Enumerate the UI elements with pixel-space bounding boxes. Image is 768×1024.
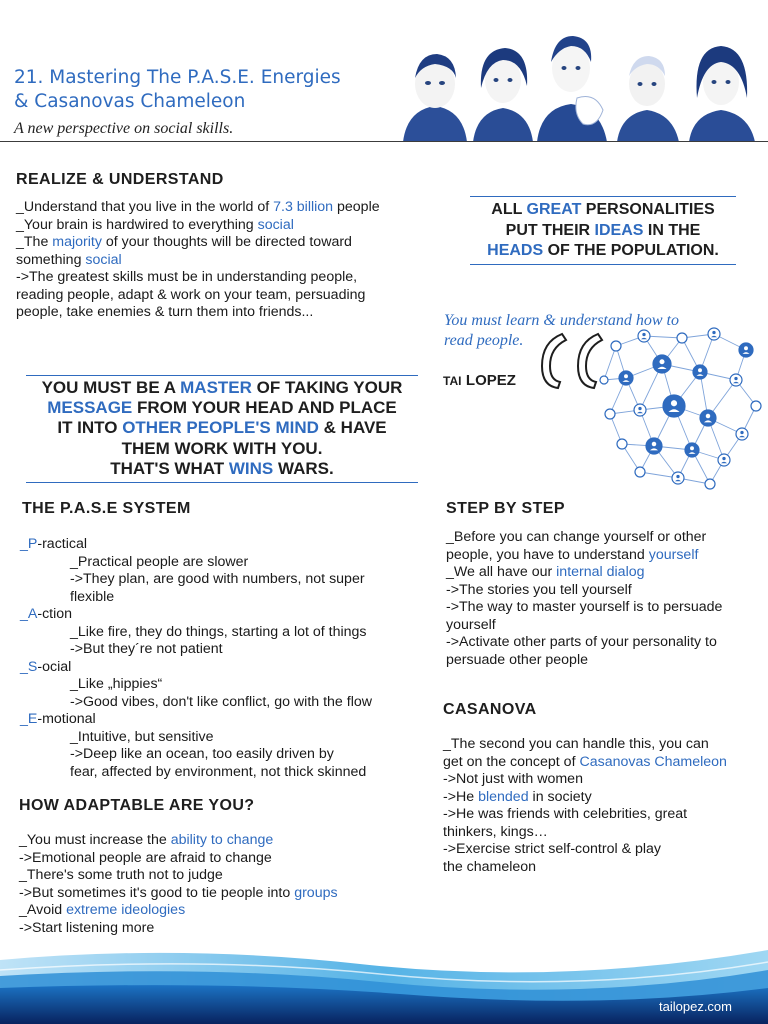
network-person-icon bbox=[677, 333, 687, 343]
title-line-1: 21. Mastering The P.A.S.E. Energies bbox=[14, 67, 341, 88]
great-quote-top-rule bbox=[470, 196, 736, 197]
network-person-icon bbox=[700, 410, 716, 426]
network-person-icon bbox=[751, 401, 761, 411]
master-quote-top-rule bbox=[26, 375, 418, 376]
page-title bbox=[14, 66, 394, 114]
pase-body: _P-ractical _Practical people are slower ->They plan, are good with numbers, not super flexible _A-ction _Like fire, they do things, starting a lot of things ->But they´re not patient _S-ocial _Like „hippies“ ->Good vibes, don't like conflict, go with the flow _E-motional _Intuitive, but sensitive ->Deep like an ocean, too easily driven by fear, affected by environment, not thick skinned bbox=[20, 536, 372, 780]
network-person-icon bbox=[653, 355, 671, 373]
network-person-icon bbox=[635, 467, 645, 477]
network-person-icon bbox=[634, 404, 646, 416]
network-person-icon bbox=[617, 439, 627, 449]
casanova-body: _The second you can handle this, you can get on the concept of Casanovas Chameleon ->Not just with women ->He blended in society ->He was friends with celebrities, great thinkers, kings… ->Exercise strict self-control & play the chameleon bbox=[443, 736, 727, 875]
network-person-icon bbox=[672, 472, 684, 484]
master-quote: YOU MUST BE A MASTER OF TAKING YOUR MESSAGE FROM YOUR HEAD AND PLACE IT INTO OTHER PEOPLE'S MIND & HAVE THEM WORK WITH YOU. THAT'S WHAT WINS WARS. bbox=[41, 378, 403, 478]
great-quote-bottom-rule bbox=[470, 264, 736, 265]
network-person-icon bbox=[718, 454, 730, 466]
pase-heading: THE P.A.S.E SYSTEM bbox=[22, 500, 191, 517]
network-person-icon bbox=[646, 438, 662, 454]
title-line-2: & Casanovas Chameleon bbox=[14, 91, 246, 112]
network-person-icon bbox=[600, 376, 608, 384]
realize-heading: REALIZE & UNDERSTAND bbox=[16, 171, 224, 188]
people-network-graphic bbox=[596, 318, 768, 490]
tai-quote-author: TAI LOPEZ bbox=[443, 372, 516, 389]
network-person-icon bbox=[638, 330, 650, 342]
casanova-heading: CASANOVA bbox=[443, 701, 537, 718]
network-person-icon bbox=[739, 343, 753, 357]
network-person-icon bbox=[736, 428, 748, 440]
realize-body: _Understand that you live in the world of 7.3 billion people _Your brain is hardwired to everything social _The majority of your thoughts will be directed toward something social ->The greatest skills must be in understanding people, reading people, adapt & work on your team, persuading people, take enemies & turn them into friends... bbox=[16, 199, 380, 320]
tai-quote-text: You must learn & understand how to read people. bbox=[444, 312, 679, 349]
footer-url: tailopez.com bbox=[659, 999, 732, 1014]
network-person-icon bbox=[619, 371, 633, 385]
portrait-1 bbox=[403, 54, 467, 142]
step-body: _Before you can change yourself or other people, you have to understand yourself _We all have our internal dialog ->The stories you tell yourself ->The way to master yourself is to persuade yourself ->Activate other parts of your personality to persuade other people bbox=[446, 529, 723, 668]
network-person-icon bbox=[693, 365, 707, 379]
page-subtitle: A new perspective on social skills. bbox=[14, 120, 234, 137]
master-quote-bottom-rule bbox=[26, 482, 418, 483]
network-person-icon bbox=[705, 479, 715, 489]
network-person-icon bbox=[663, 395, 685, 417]
adaptable-heading: HOW ADAPTABLE ARE YOU? bbox=[19, 797, 255, 814]
network-person-icon bbox=[685, 443, 699, 457]
network-person-icon bbox=[605, 409, 615, 419]
network-person-icon bbox=[730, 374, 742, 386]
portrait-4 bbox=[617, 56, 679, 142]
great-quote: ALL GREAT PERSONALITIES PUT THEIR IDEAS IN THE HEADS OF THE POPULATION. bbox=[487, 201, 719, 259]
portrait-5 bbox=[689, 46, 755, 142]
adaptable-body: _You must increase the ability to change ->Emotional people are afraid to change _There's some truth not to judge ->But sometimes it's good to tie people into groups _Avoid extreme ideologies ->Start listening more bbox=[19, 832, 338, 936]
step-heading: STEP BY STEP bbox=[446, 500, 565, 517]
portrait-2 bbox=[473, 48, 533, 142]
footer-wave-graphic bbox=[0, 930, 768, 1024]
header-divider bbox=[0, 141, 768, 142]
portrait-3 bbox=[537, 36, 607, 142]
network-person-icon bbox=[708, 328, 720, 340]
header-portraits-image bbox=[395, 28, 768, 142]
network-person-icon bbox=[611, 341, 621, 351]
